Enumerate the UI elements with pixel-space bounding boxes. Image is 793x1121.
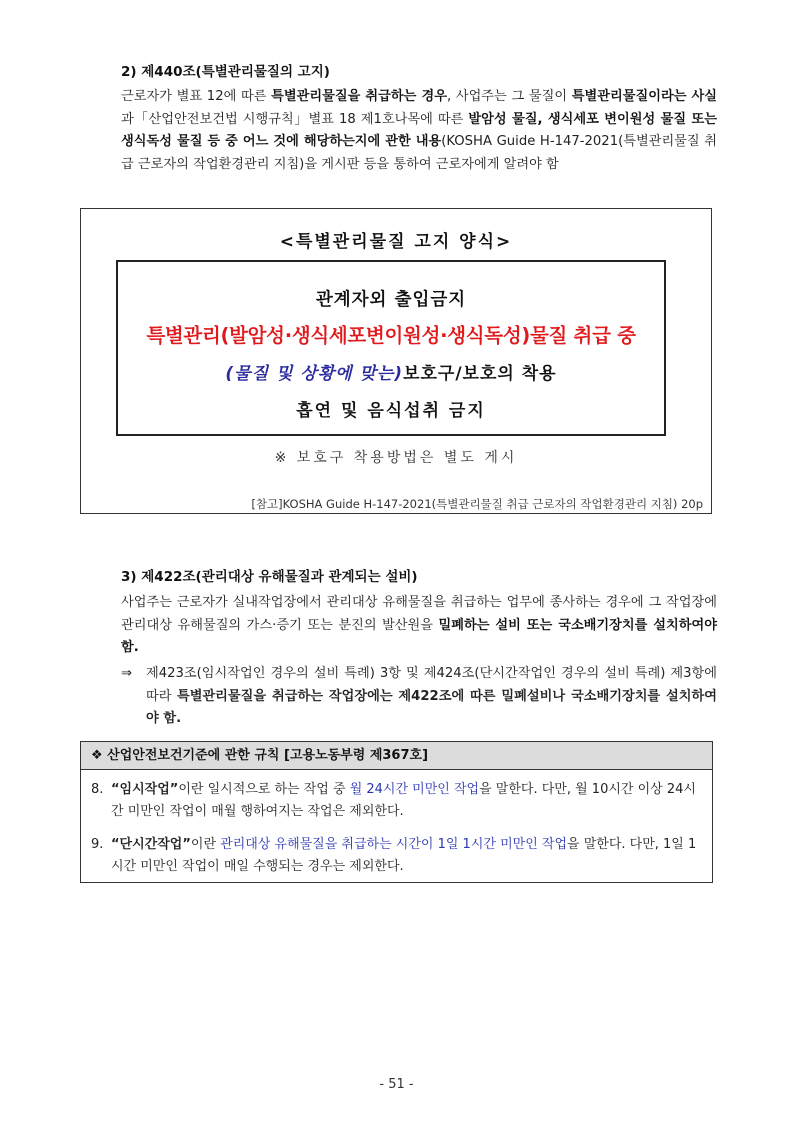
rule-term: “단시간작업”: [111, 837, 191, 852]
notice-line-handling: 특별관리(발암성·생식세포변이원성·생식독성)물질 취급 중: [146, 324, 636, 347]
bold-run: 발암성 물질, 생식세포 변이원성 물질 또는 생식독성 물질 등 중 어느 것에 해당하는지에 관한 내용: [121, 111, 718, 149]
text-run: , 사업주는 그 물질이: [446, 89, 572, 104]
notice-line-no-smoking: 흡연 및 음식섭취 금지: [296, 401, 486, 421]
text-run: (KOSHA Guide H-147-2021(특별관리물질 취급 근로자의 작업환경관리 지침)을 게시판 등을 통하여 근로자에게 알려야 함: [121, 134, 717, 172]
arrow-icon: ⇒: [121, 666, 133, 681]
bold-run: 특별관리물질을 취급하는 작업장에는 제422조에 따른 밀폐설비나 국소배기장치를 설치하여야 함.: [146, 688, 718, 726]
bold-run: 밀폐하는 설비 또는 국소배기장치를 설치하여야 함.: [121, 617, 717, 655]
text-run: 사업주는 근로자가 실내작업장에서 관리대상 유해물질을 취급하는 업무에 종사하는 경우에 그 작업장에 관리대상 유해물질의 가스·증기 또는 분진의 발산원을: [121, 595, 717, 633]
highlight-run: 월 24시간 미만인 작업: [349, 782, 480, 797]
text-run: 이란 일시적으로 하는 작업 중: [178, 782, 350, 797]
notice-form-title: <특별관리물질 고지 양식>: [279, 232, 513, 252]
notice-reference: [참고]KOSHA Guide H-147-2021(특별관리물질 취급 근로자의 작업환경관리 지침) 20p: [251, 497, 703, 511]
text-run: 이란: [190, 837, 221, 852]
rule-item: [91, 779, 701, 823]
section-heading-422: 3) 제422조(관리대상 유해물질과 관계되는 설비): [121, 569, 418, 585]
notice-sign: [116, 260, 666, 436]
rule-item-number: 9.: [91, 837, 104, 852]
notice-line-no-entry: 관계자외 출입금지: [315, 290, 467, 310]
notice-form-box: [80, 208, 712, 514]
highlight-run: 관리대상 유해물질을 취급하는 시간이 1일 1시간 미만인 작업: [220, 837, 568, 852]
rule-box-header: ❖ 산업안전보건기준에 관한 규칙 [고용노동부령 제367호]: [81, 742, 712, 770]
text-run: 과「산업안전보건법 시행규칙」별표 18 제1호나목에 따른: [121, 111, 469, 127]
bold-run: 특별관리물질을 취급하는 경우: [271, 89, 447, 104]
text-run: 을 말한다. 다만, 월 10시간 이상 24시간 미만인 작업이 매월 행하여지는 작업은 제외한다.: [111, 782, 696, 819]
rule-item: [91, 834, 701, 878]
text-run: 제423조(임시작업인 경우의 설비 특례) 3항 및 제424조(단시간작업인 경우의 설비 특례) 제3항에 따라: [146, 666, 717, 704]
section-422-paragraph: [121, 592, 717, 660]
rule-item-number: 8.: [91, 782, 104, 797]
text-run: 을 말한다. 다만, 1일 1시간 미만인 작업이 매일 수행되는 경우는 제외한다.: [111, 837, 697, 874]
rule-box: [80, 741, 713, 883]
page-number: - 51 -: [379, 1077, 414, 1092]
notice-ppe-qualifier: (물질 및 상황에 맞는): [225, 364, 404, 384]
section-440-paragraph: [121, 86, 717, 176]
bold-run: 특별관리물질이라는 사실: [571, 89, 718, 104]
rule-item-text: [91, 834, 701, 878]
arrow-note-body: [121, 663, 717, 731]
section-heading-440: 2) 제440조(특별관리물질의 고지): [121, 64, 330, 80]
rule-term: “임시작업”: [111, 782, 179, 797]
notice-line-ppe: [118, 359, 664, 384]
text-run: 근로자가 별표 12에 따른: [121, 89, 272, 104]
notice-note: ※ 보호구 착용방법은 별도 게시: [274, 450, 518, 466]
notice-ppe-text: 보호구/보호의 착용: [403, 364, 557, 384]
arrow-note: [121, 663, 717, 731]
rule-item-text: [91, 779, 701, 823]
